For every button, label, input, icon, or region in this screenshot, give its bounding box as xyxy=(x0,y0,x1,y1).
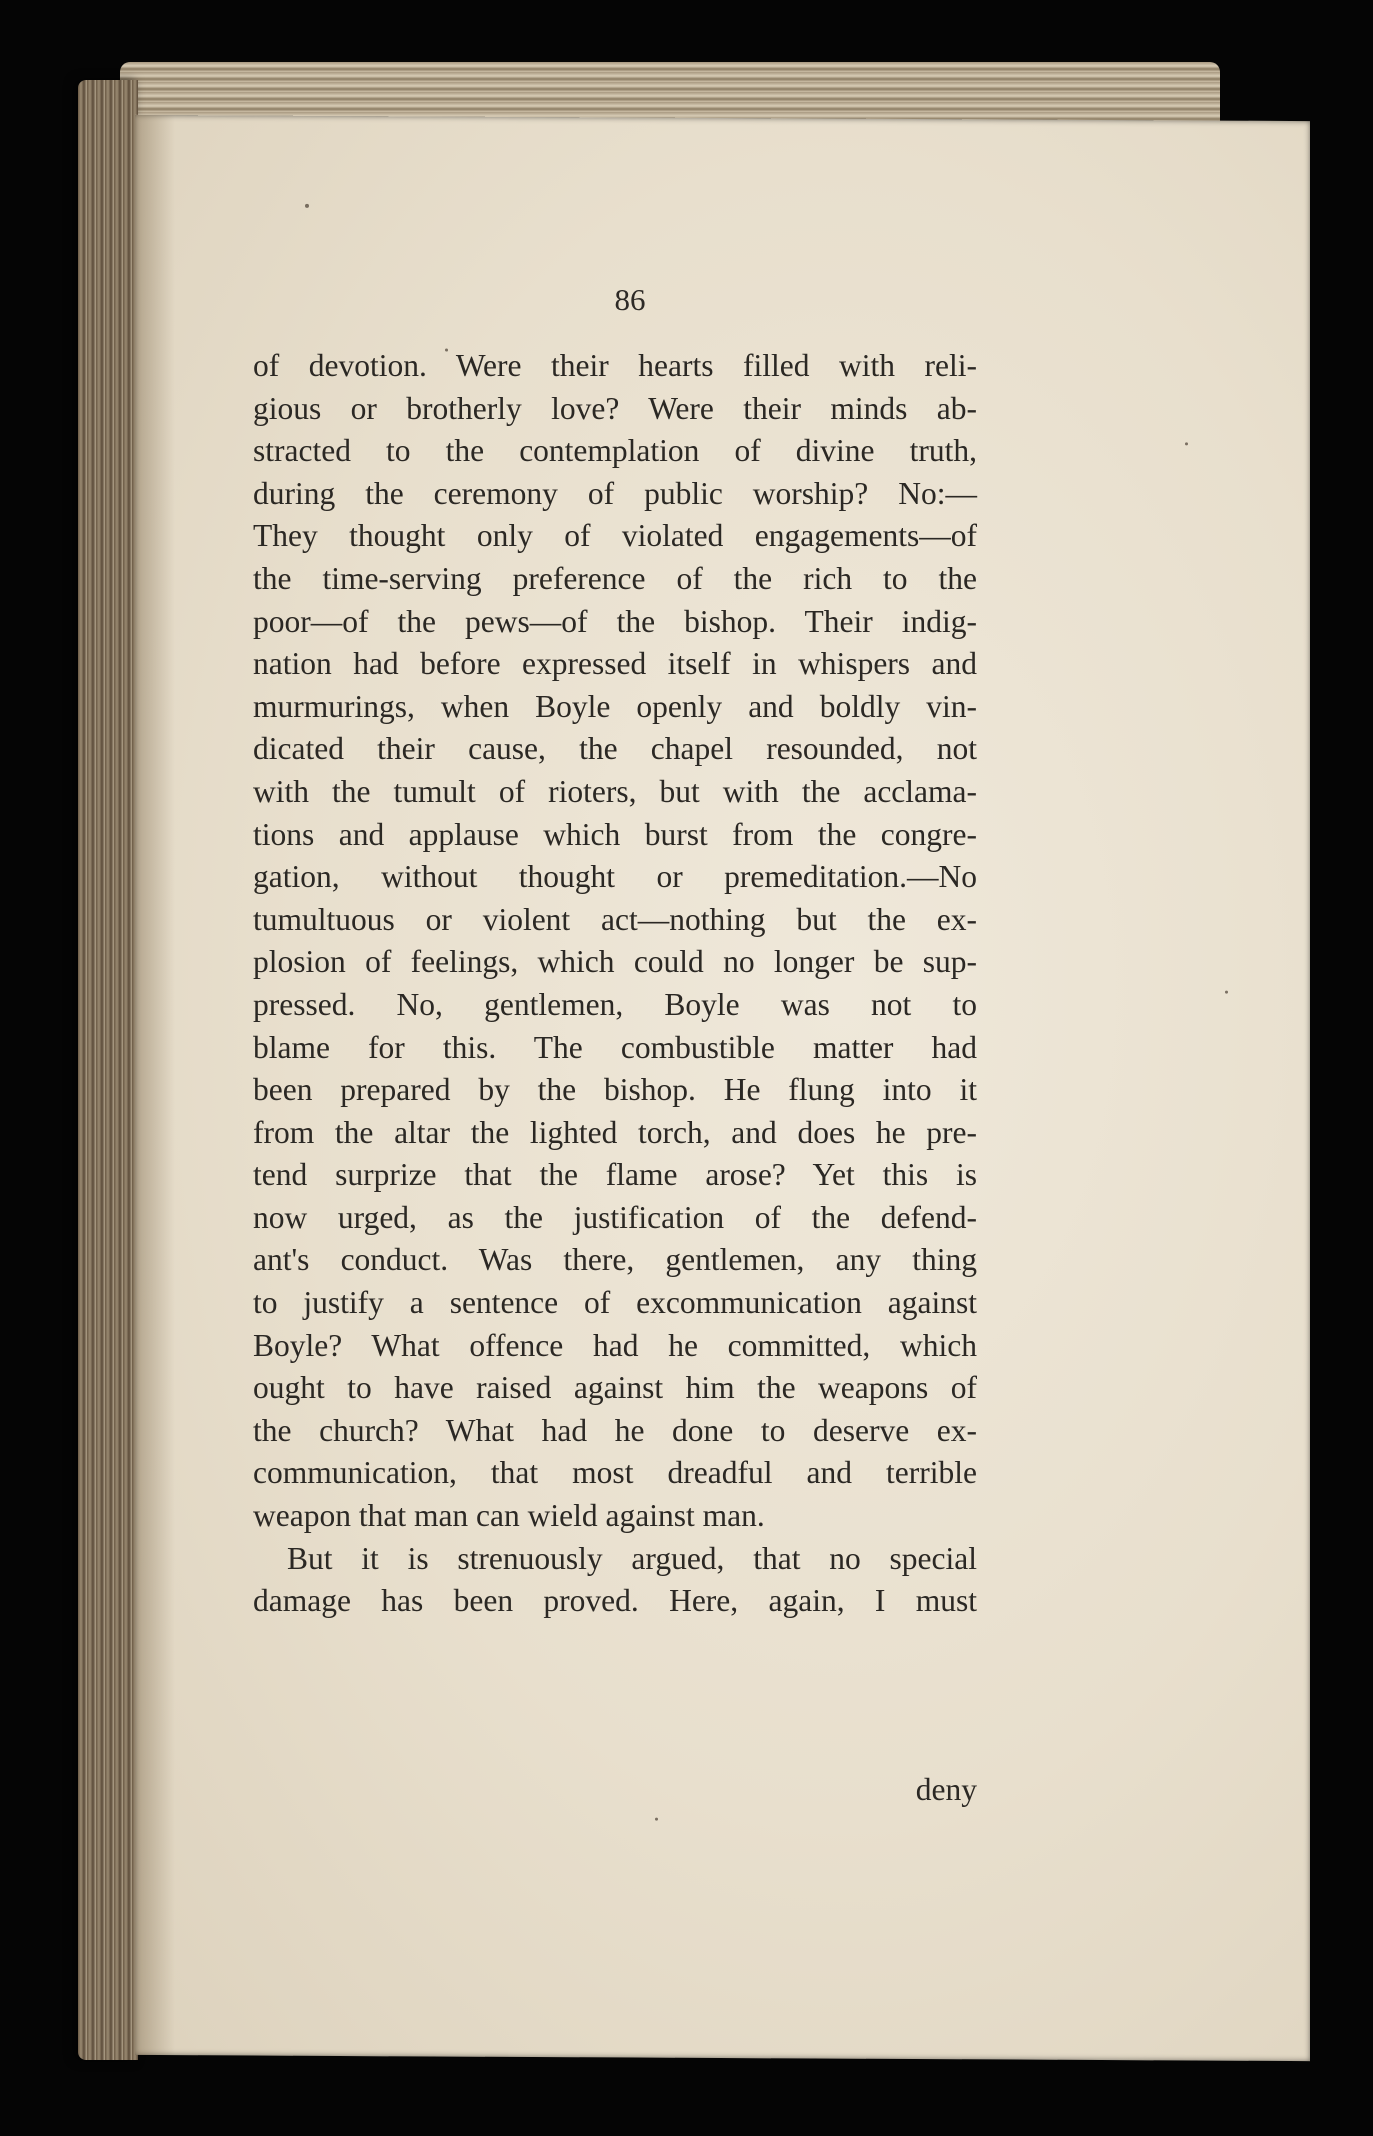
paper-speck xyxy=(1225,991,1228,994)
page-stack-left-edges xyxy=(78,80,138,2060)
text-line: from the altar the lighted torch, and does he pre- xyxy=(253,1114,977,1150)
text-line: the church? What had he done to deserve ex- xyxy=(253,1412,977,1448)
paper-speck xyxy=(655,1818,658,1821)
text-line: damage has been proved. Here, again, I must xyxy=(253,1583,977,1619)
text-line: plosion of feelings, which could no longer be sup- xyxy=(253,944,977,980)
text-line: during the ceremony of public worship? No:— xyxy=(253,475,977,511)
text-line: tumultuous or violent act—nothing but the ex- xyxy=(253,901,977,937)
text-line: nation had before expressed itself in whispers and xyxy=(253,646,977,682)
text-line: blame for this. The combustible matter had xyxy=(253,1029,977,1065)
paragraph-2 xyxy=(253,1538,977,1623)
catchword: deny xyxy=(915,1772,977,1807)
text-line: But it is strenuously argued, that no special xyxy=(287,1540,977,1576)
text-line: now urged, as the justification of the defend- xyxy=(253,1199,977,1235)
body-text xyxy=(253,345,977,1623)
text-line: murmurings, when Boyle openly and boldly vin- xyxy=(253,688,977,724)
text-line: weapon that man can wield against man. xyxy=(253,1498,765,1534)
text-line: been prepared by the bishop. He flung into it xyxy=(253,1072,977,1108)
text-line: dicated their cause, the chapel resounded, not xyxy=(253,731,977,767)
text-line: They thought only of violated engagements—of xyxy=(253,518,977,554)
text-line: tions and applause which burst from the congre- xyxy=(253,816,977,852)
text-line: poor—of the pews—of the bishop. Their indig- xyxy=(253,603,977,639)
page-number: 86 xyxy=(614,282,646,317)
text-line: to justify a sentence of excommunication against xyxy=(253,1285,977,1321)
text-line: communication, that most dreadful and terrible xyxy=(253,1455,977,1491)
text-line: gious or brotherly love? Were their minds ab- xyxy=(253,390,977,426)
text-line: with the tumult of rioters, but with the acclama- xyxy=(253,773,977,809)
paper-speck xyxy=(1185,442,1188,445)
text-line: stracted to the contemplation of divine truth, xyxy=(253,433,977,469)
text-line: gation, without thought or premeditation.—No xyxy=(253,859,977,895)
text-line: ant's conduct. Was there, gentlemen, any thing xyxy=(253,1242,977,1278)
paper-speck xyxy=(305,204,309,208)
text-line: the time-serving preference of the rich to the xyxy=(253,560,977,596)
text-line: Boyle? What offence had he committed, which xyxy=(253,1327,977,1363)
text-line: ought to have raised against him the weapons of xyxy=(253,1370,977,1406)
text-line: pressed. No, gentlemen, Boyle was not to xyxy=(253,986,977,1022)
spine-shadow xyxy=(135,115,175,2055)
paragraph-1 xyxy=(253,345,977,1538)
text-line: tend surprize that the flame arose? Yet this is xyxy=(253,1157,977,1193)
text-line: of devotion. Were their hearts filled with reli- xyxy=(253,348,977,383)
